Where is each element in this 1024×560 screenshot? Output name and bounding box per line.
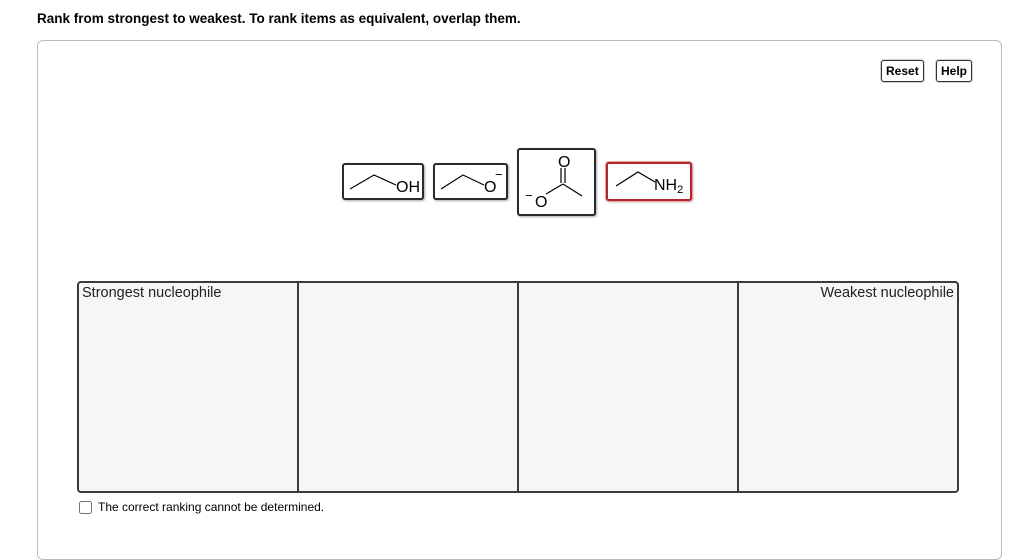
cannot-determine-option[interactable]	[79, 500, 324, 514]
ranking-bins	[77, 281, 959, 493]
weakest-nucleophile-label: Weakest nucleophile	[820, 285, 954, 301]
ethylamine-nh-label: NH2	[654, 177, 684, 196]
acetate-structure	[519, 150, 598, 218]
cannot-determine-checkbox[interactable]	[79, 501, 92, 514]
cannot-determine-label: The correct ranking cannot be determined.	[98, 500, 325, 514]
rank-bin-4[interactable]	[739, 283, 957, 491]
strongest-nucleophile-label: Strongest nucleophile	[82, 285, 222, 301]
ethoxide-charge: −	[495, 167, 503, 182]
rank-bin-3[interactable]	[519, 283, 739, 491]
item-ethoxide[interactable]	[433, 163, 508, 200]
item-ethanol[interactable]	[342, 163, 424, 200]
acetate-charge: −	[525, 188, 533, 203]
ethylamine-structure	[608, 164, 694, 203]
item-ethylamine[interactable]	[606, 162, 692, 201]
reset-button[interactable]: Reset	[881, 60, 924, 82]
ethoxide-o-label: O	[484, 179, 497, 196]
ethanol-structure	[344, 165, 426, 202]
instructions-text: Rank from strongest to weakest. To rank items as equivalent, overlap them.	[37, 11, 521, 26]
rank-bin-2[interactable]	[299, 283, 519, 491]
ethanol-oh-label: OH	[396, 179, 420, 196]
rank-bin-1[interactable]	[79, 283, 299, 491]
acetate-carbonyl-o-label: O	[558, 154, 571, 171]
help-button[interactable]: Help	[936, 60, 972, 82]
ethoxide-structure	[435, 165, 510, 202]
acetate-anion-o-label: O	[535, 194, 548, 211]
item-acetate[interactable]	[517, 148, 596, 216]
